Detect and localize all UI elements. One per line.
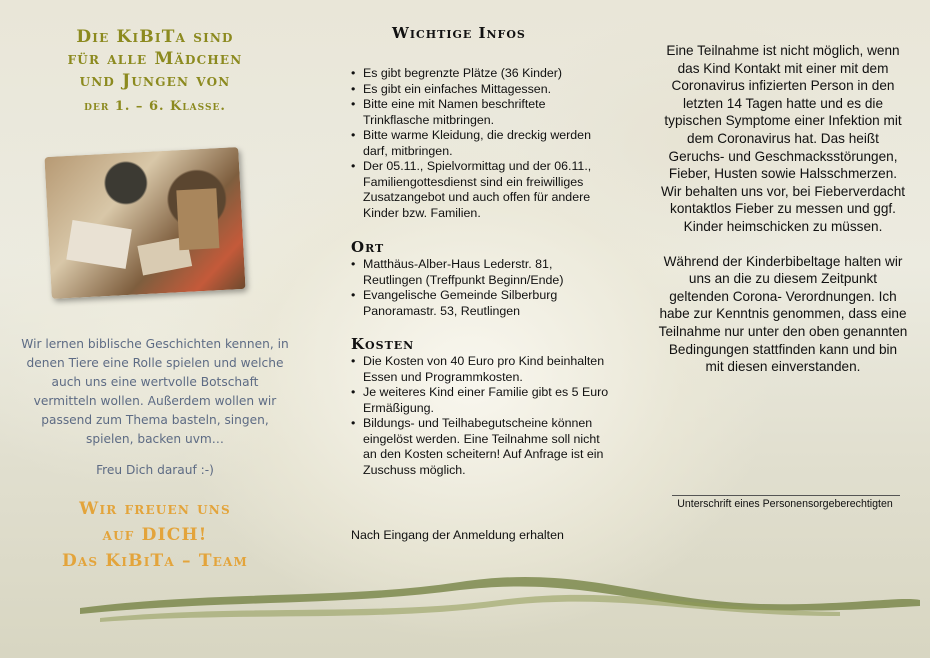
- list-item: • Es gibt begrenzte Plätze (36 Kinder): [363, 66, 611, 82]
- kosten-list: [351, 354, 611, 478]
- signature-label: Unterschrift eines Personensorgeberechtigten: [677, 498, 893, 510]
- ort-title: Ort: [351, 238, 385, 256]
- list-item: • Bitte eine mit Namen beschriftete Trinkflasche mitbringen.: [363, 97, 611, 128]
- list-item: • Die Kosten von 40 Euro pro Kind beinhalten Essen und Programmkosten.: [363, 354, 611, 385]
- team-line-3: Das KiBiTa – Team: [61, 551, 249, 571]
- list-item: • Evangelische Gemeinde Silberburg Panoramastr. 53, Reutlingen: [363, 288, 611, 319]
- team-line-2: auf DICH!: [102, 525, 208, 545]
- consent-paragraph-2: Während der Kinderbibeltage halten wir uns an die zu diesem Zeitpunkt geltenden Corona- Verordnungen. Ich habe zur Kenntnis genommen, dass eine Teilnahme nur unter den oben genannten Bedingungen stattfinden kann und bin mit diesen einverstanden.: [658, 253, 908, 375]
- list-item: • Bildungs- und Teilhabegutscheine können eingelöst werden. Eine Teilnahme soll nicht an den Kosten scheitern! Auf Anfrage ist ein Zuschuss möglich.: [363, 416, 611, 478]
- headline-line-3: und Jungen von: [79, 71, 231, 91]
- list-item: • Je weiteres Kind einer Familie gibt es 5 Euro Ermäßigung.: [363, 385, 611, 416]
- about-text: Wir lernen biblische Geschichten kennen, in denen Tiere eine Rolle spielen und welche auch uns eine wertvolle Botschaft vermitteln wollen. Außerdem wollen wir passend zum Thema basteln, singen, spielen, backen uvm…: [21, 337, 289, 446]
- decorative-wave: [80, 560, 920, 630]
- consent-text: [658, 42, 908, 376]
- consent-paragraph-1: Eine Teilnahme ist nicht möglich, wenn das Kind Kontakt mit einer mit dem Coronavirus infizierten Person in den letzten 14 Tagen hatte und es die typischen Symptome einer Infektion mit dem Coronavirus hat. Das heißt Geruchs- und Geschmacksstörungen, Fieber, Husten sowie Halsschmerzen. Wir behalten uns vor, bei Fieberverdacht kontaktlos Fieber zu messen und ggf. Kinder heimschicken zu müssen.: [660, 43, 906, 234]
- wichtige-infos-list: [351, 66, 611, 221]
- ort-list: [351, 257, 611, 319]
- headline-grade-range: der 1. – 6. Klasse.: [84, 99, 226, 114]
- list-item: • Es gibt ein einfaches Mittagessen.: [363, 82, 611, 98]
- list-item: • Matthäus-Alber-Haus Lederstr. 81, Reutlingen (Treffpunkt Beginn/Ende): [363, 257, 611, 288]
- signature-line[interactable]: [672, 495, 900, 496]
- headline: [20, 26, 290, 118]
- list-item: • Der 05.11., Spielvormittag und der 06.11., Familiengottesdienst sind ein freiwilliges Zusatzangebot und auch offen für andere Kinder bzw. Familien.: [363, 159, 611, 221]
- children-crafting-photo: [44, 147, 245, 299]
- kosten-title: Kosten: [351, 335, 415, 353]
- list-item: • Bitte warme Kleidung, die dreckig werden darf, mitbringen.: [363, 128, 611, 159]
- headline-line-2: für alle Mädchen: [67, 49, 243, 69]
- team-line-1: Wir freuen uns: [79, 499, 231, 519]
- wichtige-infos-title: Wichtige Infos: [392, 24, 526, 42]
- freu-dich-text: Freu Dich darauf :-): [96, 463, 214, 477]
- headline-line-1: Die KiBiTa sind: [76, 27, 234, 47]
- anmeldung-note: Nach Eingang der Anmeldung erhalten: [351, 528, 564, 542]
